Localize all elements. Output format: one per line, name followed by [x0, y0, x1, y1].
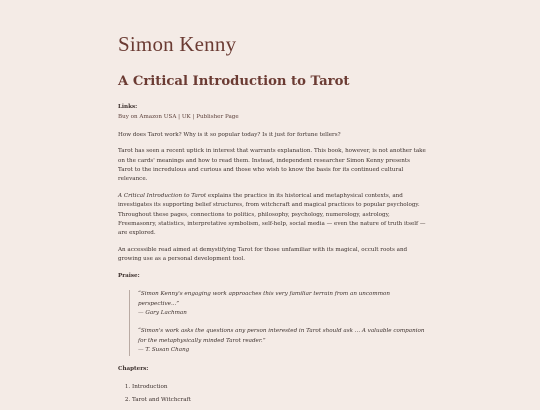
main-content: [118, 103, 426, 410]
chapter-item: 1. Introduction: [132, 383, 426, 392]
praise-quote: [138, 327, 426, 355]
links-label: Links:: [118, 104, 138, 110]
publisher-page-link[interactable]: Publisher Page: [196, 114, 239, 121]
amazon-usa-link[interactable]: Buy on Amazon USA: [118, 114, 177, 121]
intro-question: How does Tarot work? Why is it so popular today? Is it just for fortune tellers?: [118, 131, 341, 138]
quote-text: “Simon's work asks the questions any person interested in Tarot should ask ... A valuable companion for the metaphysically minded Tarot reader.”: [138, 328, 425, 344]
paragraph-3: An accessible read aimed at demystifying Tarot for those unfamiliar with its magical, occult roots and growing use as a personal development tool.: [118, 246, 408, 263]
uk-link[interactable]: UK: [181, 114, 191, 121]
chapters-list: [118, 383, 426, 406]
praise-label: Praise:: [118, 272, 140, 279]
paragraph-1: Tarot has seen a recent uptick in interest that warrants explanation. This book, however, is not another take on the cards' meanings and how to read them. Instead, independent researcher Simon Kenny presents Tarot to the incredulous and curious and those who wish to know the basis for its continued cultural relevance.: [118, 148, 426, 183]
paragraph-2-text: explains the practice in its historical and metaphysical contexts, and investigates its supporting belief structures, from witchcraft and magical practices to popular psychology. Throughout these pages, connections to politics, philosophy, psychology, numerology, astrology, Freemasonry, statistics, interpretative symbolism, self-help, social media — even the nature of truth itself — are explored.: [118, 192, 426, 237]
praise-quotes: [129, 290, 426, 355]
quote-author: — T. Susan Chang: [138, 347, 190, 354]
link-separator: |: [176, 114, 182, 121]
link-separator: |: [190, 114, 197, 121]
chapters-label: Chapters:: [118, 365, 149, 372]
chapter-item: 2. Tarot and Witchcraft: [132, 396, 426, 405]
paragraph-2: [118, 192, 426, 239]
site-title-link[interactable]: Simon Kenny: [118, 32, 237, 56]
page-title: A Critical Introduction to Tarot: [118, 74, 350, 89]
praise-quote: [138, 290, 426, 318]
book-title-italic: A Critical Introduction to Tarot: [118, 192, 207, 199]
quote-text: “Simon Kenny's engaging work approaches this very familiar terrain from an uncommon perspective...”: [138, 291, 390, 307]
quote-author: — Gary Lachman: [138, 309, 187, 316]
links-row: [118, 113, 426, 122]
